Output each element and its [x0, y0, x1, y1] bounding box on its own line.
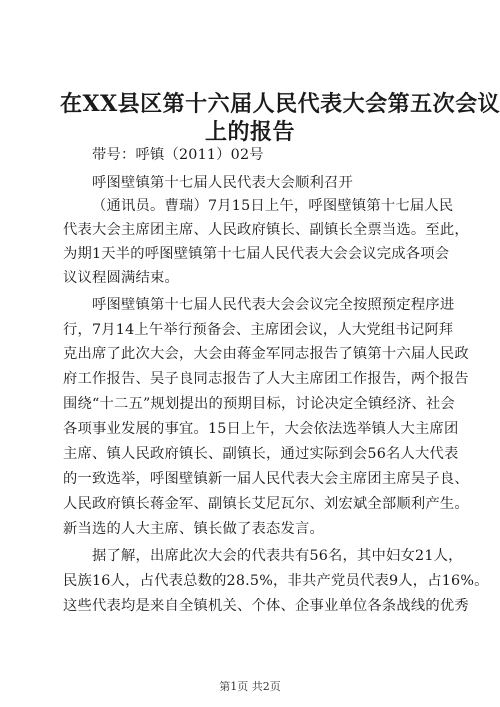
document-number: 带号：呼镇（2011）02号 [92, 147, 264, 163]
body-line: （通讯员。曹瑞）7月15日上午，呼图壁镇第十七届人民 [92, 198, 454, 214]
body-line: 的一致选举，呼图壁镇新一届人民代表大会主席团主席吴子良、 [63, 471, 469, 487]
body-line: 议议程圆满结束。 [63, 270, 179, 286]
body-line: 人民政府镇长蒋金军、副镇长艾尼瓦尔、刘宏斌全部顺利产生。 [63, 496, 469, 512]
body-line: 主席、镇人民政府镇长、副镇长，通过实际到会56名人大代表 [63, 446, 459, 462]
body-line: 新当选的人大主席、镇长做了表态发言。 [63, 521, 324, 537]
body-line: 行，7月14上午举行预备会、主席团会议，人大党组书记阿拜 [63, 322, 454, 338]
body-line: 民族16人，占代表总数的28.5%，非共产党员代表9人，占16%。 [63, 573, 489, 589]
body-line: 为期1天半的呼图壁镇第十七届人民代表大会会议完成各项会 [63, 246, 450, 262]
body-line: 据了解，出席此次大会的代表共有56名，其中妇女21人， [92, 548, 463, 564]
body-line: 府工作报告、吴子良同志报告了人大主席团工作报告，两个报告 [63, 371, 469, 387]
body-line: 代表大会主席团主席、人民政府镇长、副镇长全票当选。至此， [63, 222, 469, 238]
document-title-line-1: 在XX县区第十六届人民代表大会第五次会议 [60, 91, 500, 117]
document-title-line-2: 上的报告 [204, 119, 295, 145]
body-line: 围绕“十二五”规划提出的预期目标，讨论决定全镇经济、社会 [63, 396, 455, 412]
page-footer: 第1页 共2页 [219, 680, 281, 693]
body-line: 这些代表均是来自全镇机关、个体、企事业单位各条战线的优秀 [63, 598, 469, 614]
body-line: 各项事业发展的事宜。15日上午，大会依法选举镇人大主席团 [63, 421, 459, 437]
body-line: 克出席了此次大会，大会由蒋金军同志报告了镇第十六届人民政 [63, 346, 469, 362]
news-headline: 呼图壁镇第十七届人民代表大会顺利召开 [92, 175, 353, 191]
body-line: 呼图壁镇第十七届人民代表大会会议完全按照预定程序进 [92, 297, 455, 313]
